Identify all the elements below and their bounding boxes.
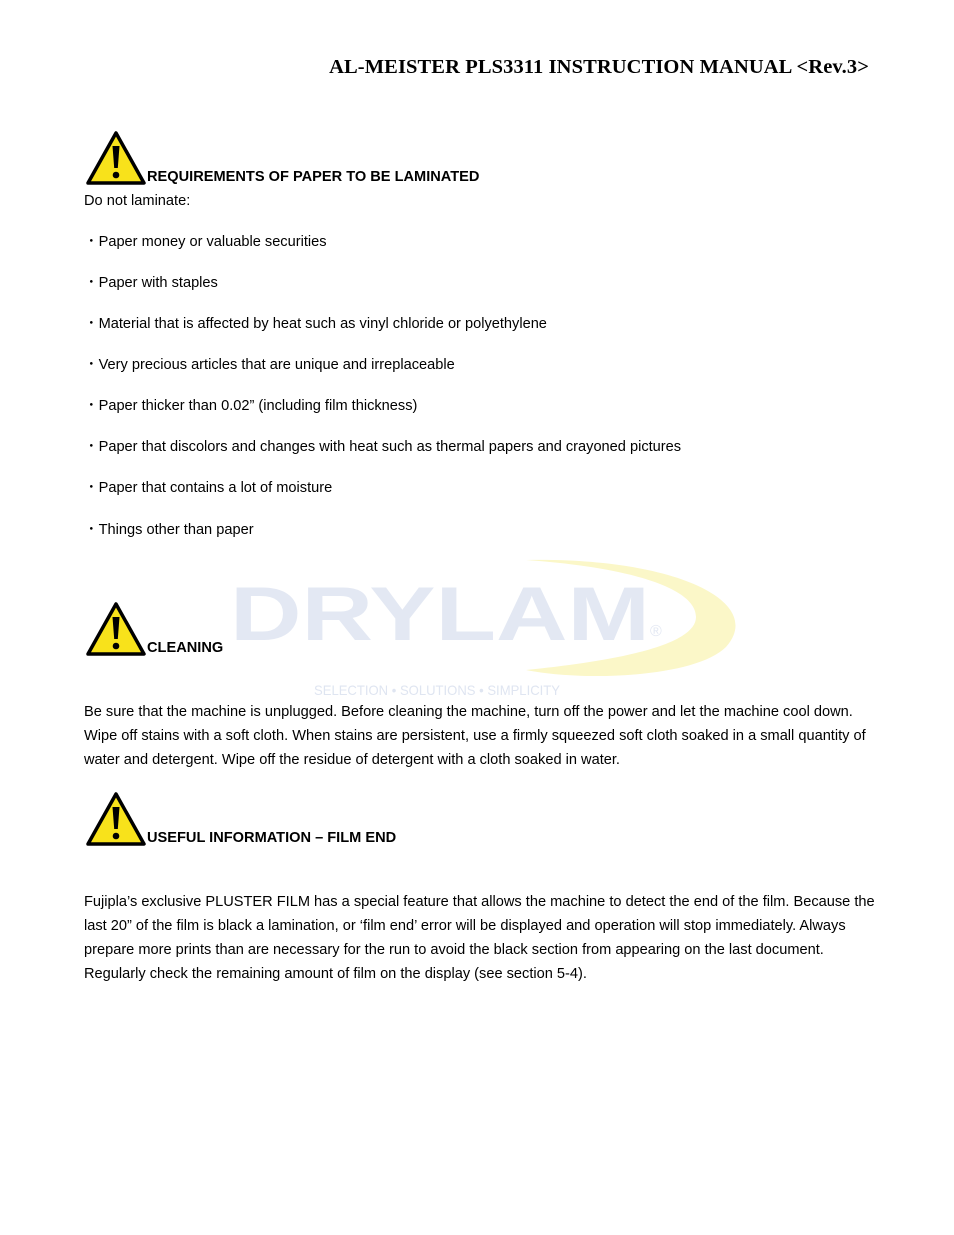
list-item: ・Paper money or valuable securities: [84, 234, 327, 250]
list-item: ・Things other than paper: [84, 522, 254, 538]
list-item: ・Very precious articles that are unique and irreplaceable: [84, 357, 455, 373]
film-end-heading: USEFUL INFORMATION – FILM END: [147, 830, 397, 846]
list-item: ・Paper that contains a lot of moisture: [84, 480, 333, 496]
warning-triangle-icon: [86, 131, 146, 185]
requirements-intro: Do not laminate:: [84, 193, 191, 209]
watermark-brand-text: DRYLAM: [230, 572, 650, 657]
list-item: ・Paper thicker than 0.02” (including film thickness): [84, 398, 418, 414]
list-item: ・Paper with staples: [84, 275, 218, 291]
watermark-registered-mark: ®: [650, 623, 662, 640]
page-header: AL-MEISTER PLS3311 INSTRUCTION MANUAL <Rev.3>: [329, 56, 869, 78]
requirements-list: [84, 232, 681, 561]
list-item: ・Paper that discolors and changes with heat such as thermal papers and crayoned pictures: [84, 439, 682, 455]
warning-triangle-icon: [86, 602, 146, 656]
watermark-tagline: SELECTION • SOLUTIONS • SIMPLICITY: [314, 682, 561, 698]
drylam-watermark-logo: [226, 552, 746, 702]
list-item: ・Material that is affected by heat such as vinyl chloride or polyethylene: [84, 316, 547, 332]
cleaning-heading: CLEANING: [147, 640, 224, 656]
film-end-body: Fujipla’s exclusive PLUSTER FILM has a special feature that allows the machine to detect the end of the film. Because the last 20” of the film is black a lamination, or ‘film end’ error will be displayed and operation will stop immediately. Always prepare more prints than are necessary for the run to avoid the black section from appearing on the last document. Regularly check the remaining amount of film on the display (see section 5-4).: [84, 894, 875, 982]
warning-triangle-icon: [86, 792, 146, 846]
cleaning-body: Be sure that the machine is unplugged. Before cleaning the machine, turn off the power and let the machine cool down. Wipe off stains with a soft cloth. When stains are persistent, use a firmly squeezed soft cloth soaked in a small quantity of water and detergent. Wipe off the residue of detergent with a cloth soaked in water.: [84, 704, 866, 768]
requirements-heading: REQUIREMENTS OF PAPER TO BE LAMINATED: [147, 169, 480, 185]
